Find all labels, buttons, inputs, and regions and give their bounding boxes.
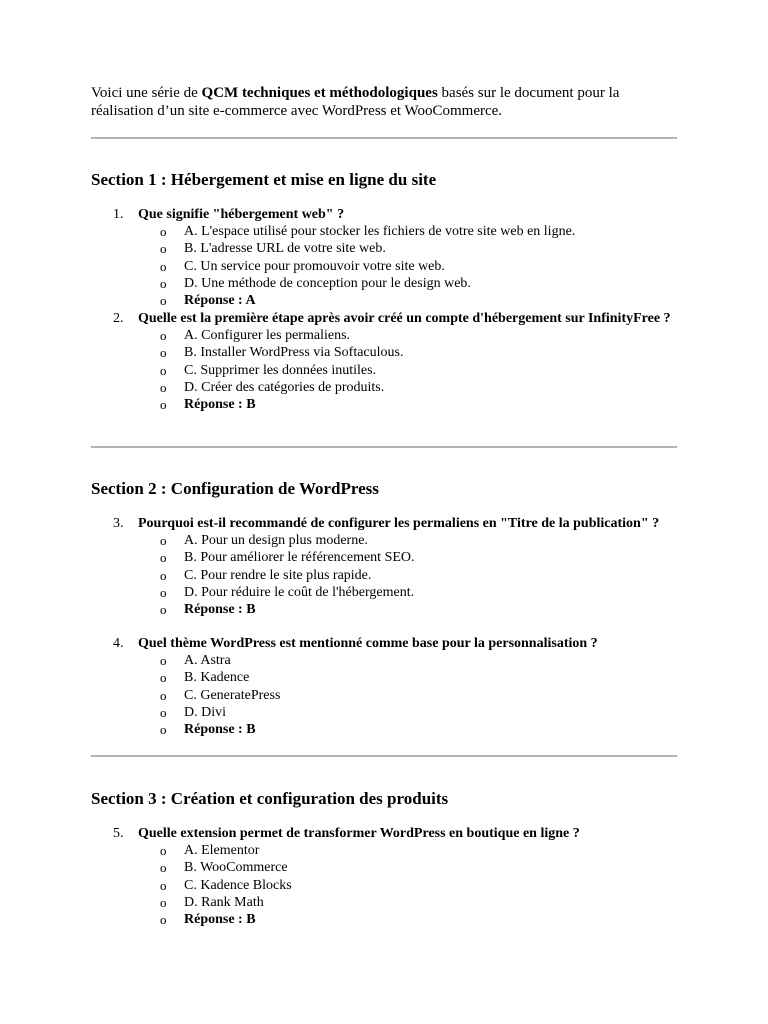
option-text: A. L'espace utilisé pour stocker les fichiers de votre site web en ligne.	[184, 224, 576, 239]
intro-paragraph	[91, 84, 677, 120]
question-number: 1.	[113, 207, 124, 222]
option-item	[91, 532, 677, 549]
bullet-icon: o	[160, 328, 167, 343]
bullet-icon: o	[160, 653, 167, 668]
options-list	[91, 532, 677, 618]
bullet-icon: o	[160, 860, 167, 876]
question-block	[91, 825, 677, 928]
options-list	[91, 652, 677, 738]
bullet-icon: o	[160, 722, 167, 738]
question-text: Que signifie "hébergement web" ?	[138, 207, 345, 222]
bullet-icon: o	[160, 567, 167, 583]
option-text: D. Une méthode de conception pour le design web.	[184, 275, 471, 291]
options-list	[91, 223, 677, 309]
answer-text: Réponse : A	[184, 293, 256, 309]
bullet-icon: o	[160, 258, 167, 274]
bullet-icon: o	[160, 293, 167, 309]
option-text: D. Pour réduire le coût de l'hébergement.	[184, 584, 415, 600]
answer-item	[91, 292, 677, 309]
bullet-icon: o	[160, 687, 167, 703]
horizontal-rule	[91, 446, 677, 448]
bullet-icon: o	[160, 550, 167, 566]
intro-prefix: Voici une série de	[91, 85, 202, 101]
bullet-icon: o	[160, 397, 167, 413]
option-item	[91, 344, 677, 361]
option-text: A. Pour un design plus moderne.	[184, 533, 368, 548]
bullet-icon: o	[160, 894, 167, 910]
option-item	[91, 240, 677, 257]
option-text: C. Un service pour promouvoir votre site web.	[184, 258, 445, 274]
bullet-icon: o	[160, 602, 167, 618]
options-list	[91, 842, 677, 928]
option-item	[91, 275, 677, 292]
option-text: A. Astra	[184, 653, 231, 668]
bullet-icon: o	[160, 379, 167, 395]
option-text: D. Créer des catégories de produits.	[184, 379, 385, 395]
option-item	[91, 687, 677, 704]
answer-item	[91, 911, 677, 928]
question-text: Quelle est la première étape après avoir créé un compte d'hébergement sur InfinityFree ?	[138, 311, 671, 326]
option-text: D. Divi	[184, 704, 226, 720]
horizontal-rule	[91, 137, 677, 139]
intro-suffix: basés sur le document pour la réalisation d’un site e-commerce avec WordPress et WooCommerce.	[91, 85, 620, 119]
option-item	[91, 584, 677, 601]
bullet-icon: o	[160, 843, 167, 858]
option-item	[91, 567, 677, 584]
question-block	[91, 206, 677, 309]
option-text: C. Kadence Blocks	[184, 877, 292, 893]
option-item	[91, 652, 677, 669]
answer-item	[91, 396, 677, 413]
option-text: B. L'adresse URL de votre site web.	[184, 241, 386, 257]
bullet-icon: o	[160, 670, 167, 686]
answer-item	[91, 721, 677, 738]
option-item	[91, 669, 677, 686]
answer-text: Réponse : B	[184, 602, 256, 618]
option-item	[91, 223, 677, 240]
option-item	[91, 859, 677, 876]
option-text: A. Configurer les permaliens.	[184, 328, 351, 343]
bullet-icon: o	[160, 584, 167, 600]
option-item	[91, 704, 677, 721]
bullet-icon: o	[160, 224, 167, 239]
option-item	[91, 549, 677, 566]
option-item	[91, 877, 677, 894]
option-item	[91, 362, 677, 379]
question-text: Quelle extension permet de transformer WordPress en boutique en ligne ?	[138, 826, 580, 841]
bullet-icon: o	[160, 704, 167, 720]
bullet-icon: o	[160, 362, 167, 378]
option-item	[91, 327, 677, 344]
option-text: C. Pour rendre le site plus rapide.	[184, 567, 372, 583]
question-block	[91, 635, 677, 738]
horizontal-rule	[91, 755, 677, 757]
bullet-icon: o	[160, 241, 167, 257]
bullet-icon: o	[160, 533, 167, 548]
option-text: D. Rank Math	[184, 894, 264, 910]
section-title: Section 3 : Création et configuration des produits	[91, 789, 449, 808]
option-text: A. Elementor	[184, 843, 260, 858]
option-text: C. Supprimer les données inutiles.	[184, 362, 377, 378]
question-text: Pourquoi est-il recommandé de configurer les permaliens en "Titre de la publication" ?	[138, 516, 660, 531]
option-item	[91, 379, 677, 396]
answer-text: Réponse : B	[184, 397, 256, 413]
question-number: 4.	[113, 636, 124, 651]
bullet-icon: o	[160, 345, 167, 361]
option-text: C. GeneratePress	[184, 687, 281, 703]
question-number: 5.	[113, 826, 124, 841]
question-block	[91, 310, 677, 413]
bullet-icon: o	[160, 275, 167, 291]
section-title: Section 1 : Hébergement et mise en ligne du site	[91, 170, 437, 189]
question-block	[91, 515, 677, 618]
options-list	[91, 327, 677, 413]
question-number: 2.	[113, 311, 124, 326]
answer-text: Réponse : B	[184, 912, 256, 928]
question-text: Quel thème WordPress est mentionné comme base pour la personnalisation ?	[138, 636, 598, 651]
option-text: B. Pour améliorer le référencement SEO.	[184, 550, 415, 566]
option-text: B. Installer WordPress via Softaculous.	[184, 345, 404, 361]
answer-item	[91, 601, 677, 618]
option-text: B. Kadence	[184, 670, 250, 686]
option-text: B. WooCommerce	[184, 860, 288, 876]
answer-text: Réponse : B	[184, 722, 256, 738]
bullet-icon: o	[160, 877, 167, 893]
intro-bold: QCM techniques et méthodologiques	[201, 85, 438, 101]
section-title: Section 2 : Configuration de WordPress	[91, 479, 379, 498]
option-item	[91, 894, 677, 911]
bullet-icon: o	[160, 912, 167, 928]
option-item	[91, 842, 677, 859]
question-number: 3.	[113, 516, 124, 531]
option-item	[91, 258, 677, 275]
